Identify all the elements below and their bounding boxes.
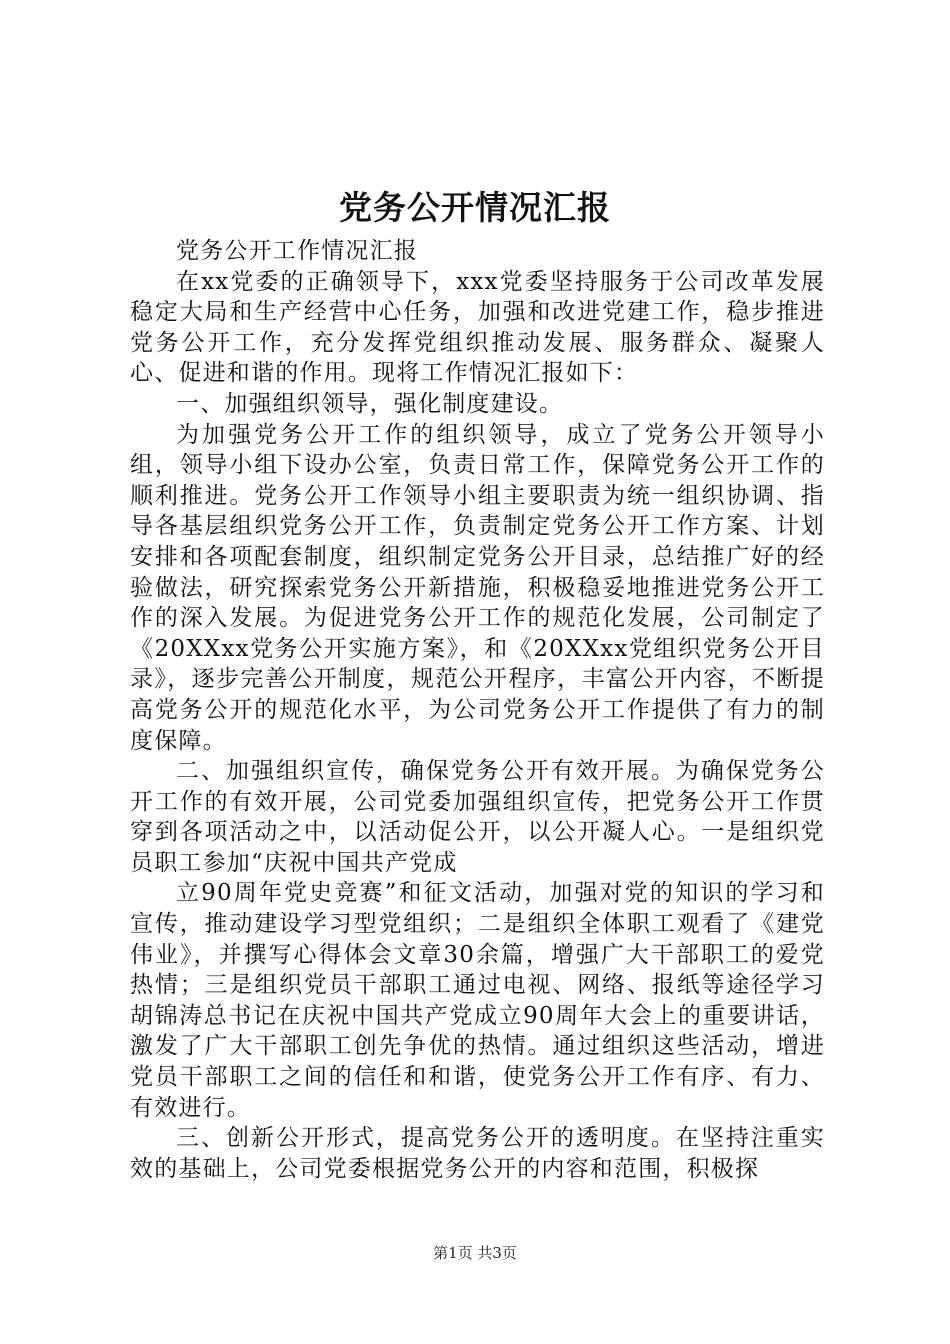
paragraph-intro: 在xx党委的正确领导下，xxx党委坚持服务于公司改革发展稳定大局和生产经营中心任务，加强和改进党建工作，稳步推进党务公开工作，充分发挥党组织推动发展、服务群众、凝聚人心、促进和谐的作用。现将工作情况汇报如下：	[130, 268, 825, 387]
paragraph-section-2: 二、加强组织宣传，确保党务公开有效开展。为确保党务公开工作的有效开展，公司党委加强组织宣传，把党务公开工作贯穿到各项活动之中，以活动促公开，以公开凝人心。一是组织党员职工参加“庆祝中国共产党成	[130, 758, 825, 876]
page-footer: 第1页 共3页	[433, 1244, 517, 1262]
paragraph-section-3: 三、创新公开形式，提高党务公开的透明度。在坚持注重实效的基础上，公司党委根据党务公开的内容和范围，积极探	[130, 1125, 825, 1182]
paragraph-section-2-continued: 立90周年党史竞赛”和征文活动，加强对党的知识的学习和宣传，推动建设学习型党组织；二是组织全体职工观看了《建党伟业》，并撰写心得体会文章30余篇，增强广大干部职工的爱党热情；三是组织党员干部职工通过电视、网络、报纸等途径学习胡锦涛总书记在庆祝中国共产党成立90周年大会上的重要讲话，激发了广大干部职工创先争优的热情。通过组织这些活动，增进党员干部职工之间的信任和和谐，使党务公开工作有序、有力、有效进行。	[130, 880, 825, 1121]
document-body	[130, 236, 825, 1184]
paragraph-subtitle: 党务公开工作情况汇报	[176, 238, 418, 264]
paragraph-section-1-body: 为加强党务公开工作的组织领导，成立了党务公开领导小组，领导小组下设办公室，负责日常工作，保障党务公开工作的顺利推进。党务公开工作领导小组主要职责为统一组织协调、指导各基层组织党务公开工作，负责制定党务公开工作方案、计划安排和各项配套制度，组织制定党务公开目录，总结推广好的经验做法，研究探索党务公开新措施，积极稳妥地推进党务公开工作的深入发展。为促进党务公开工作的规范化发展，公司制定了《20XXxx党务公开实施方案》，和《20XXxx党组织党务公开目录》，逐步完善公开制度，规范公开程序，丰富公开内容，不断提高党务公开的规范化水平，为公司党务公开工作提供了有力的制度保障。	[130, 421, 825, 754]
paragraph-section-1-heading: 一、加强组织领导，强化制度建设。	[176, 390, 564, 417]
document-title: 党务公开情况汇报	[339, 188, 611, 227]
